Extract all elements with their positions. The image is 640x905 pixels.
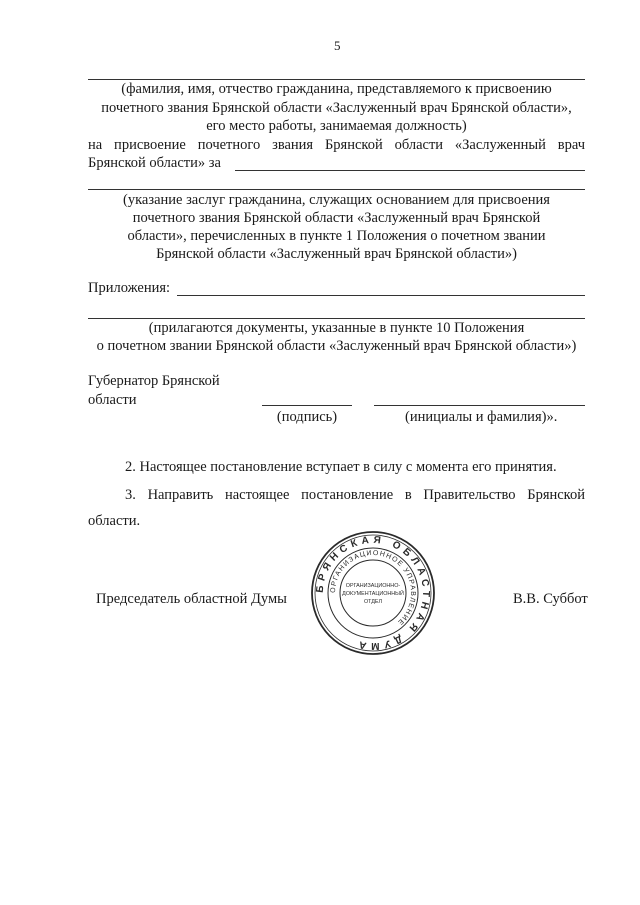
name-caption: (инициалы и фамилия)». (405, 409, 558, 425)
stamp-inner-ring-text: ОРГАНИЗАЦИОННОЕ УПРАВЛЕНИЕ (329, 549, 417, 627)
name-line (374, 405, 585, 406)
fill-line (88, 79, 585, 80)
caption-line: (указание заслуг гражданина, служащих основанием для присвоения (123, 192, 550, 208)
caption-line: почетного звания Брянской области «Заслуженный врач Брянской области», (101, 100, 572, 116)
nomination-prefix: Брянской области» за (88, 155, 221, 171)
paragraph-2: 2. Настоящее постановление вступает в силу с момента его принятия. (125, 459, 557, 475)
paragraph-3: 3. Направить настоящее постановление в Правительство Брянской (125, 487, 585, 503)
fill-line (235, 170, 585, 171)
stamp-center-line: ДОКУМЕНТАЦИОННЫЙ (342, 591, 404, 597)
attachments-note: (прилагаются документы, указанные в пункте 10 Положения (148, 320, 525, 336)
page-number: 5 (334, 38, 341, 53)
fill-line (177, 295, 585, 296)
caption-line: Брянской области «Заслуженный врач Брянской области») (156, 246, 517, 262)
caption-line: области», перечисленных в пункте 1 Положения о почетном звании (127, 228, 546, 244)
stamp-outer-text: БРЯНСКАЯ ОБЛАСТНАЯ ДУМА (314, 534, 432, 652)
nomination-line: на присвоение почетного звания Брянской области «Заслуженный врач (88, 137, 585, 153)
attachments-note: о почетном звании Брянской области «Заслуженный врач Брянской области») (96, 338, 577, 354)
fill-line (88, 189, 585, 190)
caption-line: его место работы, занимаемая должность) (206, 118, 467, 134)
official-stamp (308, 528, 438, 658)
caption-line: (фамилия, имя, отчество гражданина, представляемого к присвоению (121, 81, 552, 97)
governor-title: Губернатор Брянской (88, 373, 220, 389)
chairman-title: Председатель областной Думы (96, 591, 287, 607)
stamp-center-line: ОРГАНИЗАЦИОННО- (345, 583, 401, 589)
paragraph-3-cont: области. (88, 513, 141, 529)
signature-line (262, 405, 352, 406)
caption-line: почетного звания Брянской области «Заслуженный врач Брянской (132, 210, 541, 226)
stamp-center-line: ОТДЕЛ (363, 599, 383, 605)
attachments-label: Приложения: (88, 280, 171, 296)
fill-line (88, 318, 585, 319)
chairman-name: В.В. Суббот (513, 591, 588, 607)
signature-caption: (подпись) (276, 409, 338, 425)
governor-title: области (88, 392, 137, 408)
